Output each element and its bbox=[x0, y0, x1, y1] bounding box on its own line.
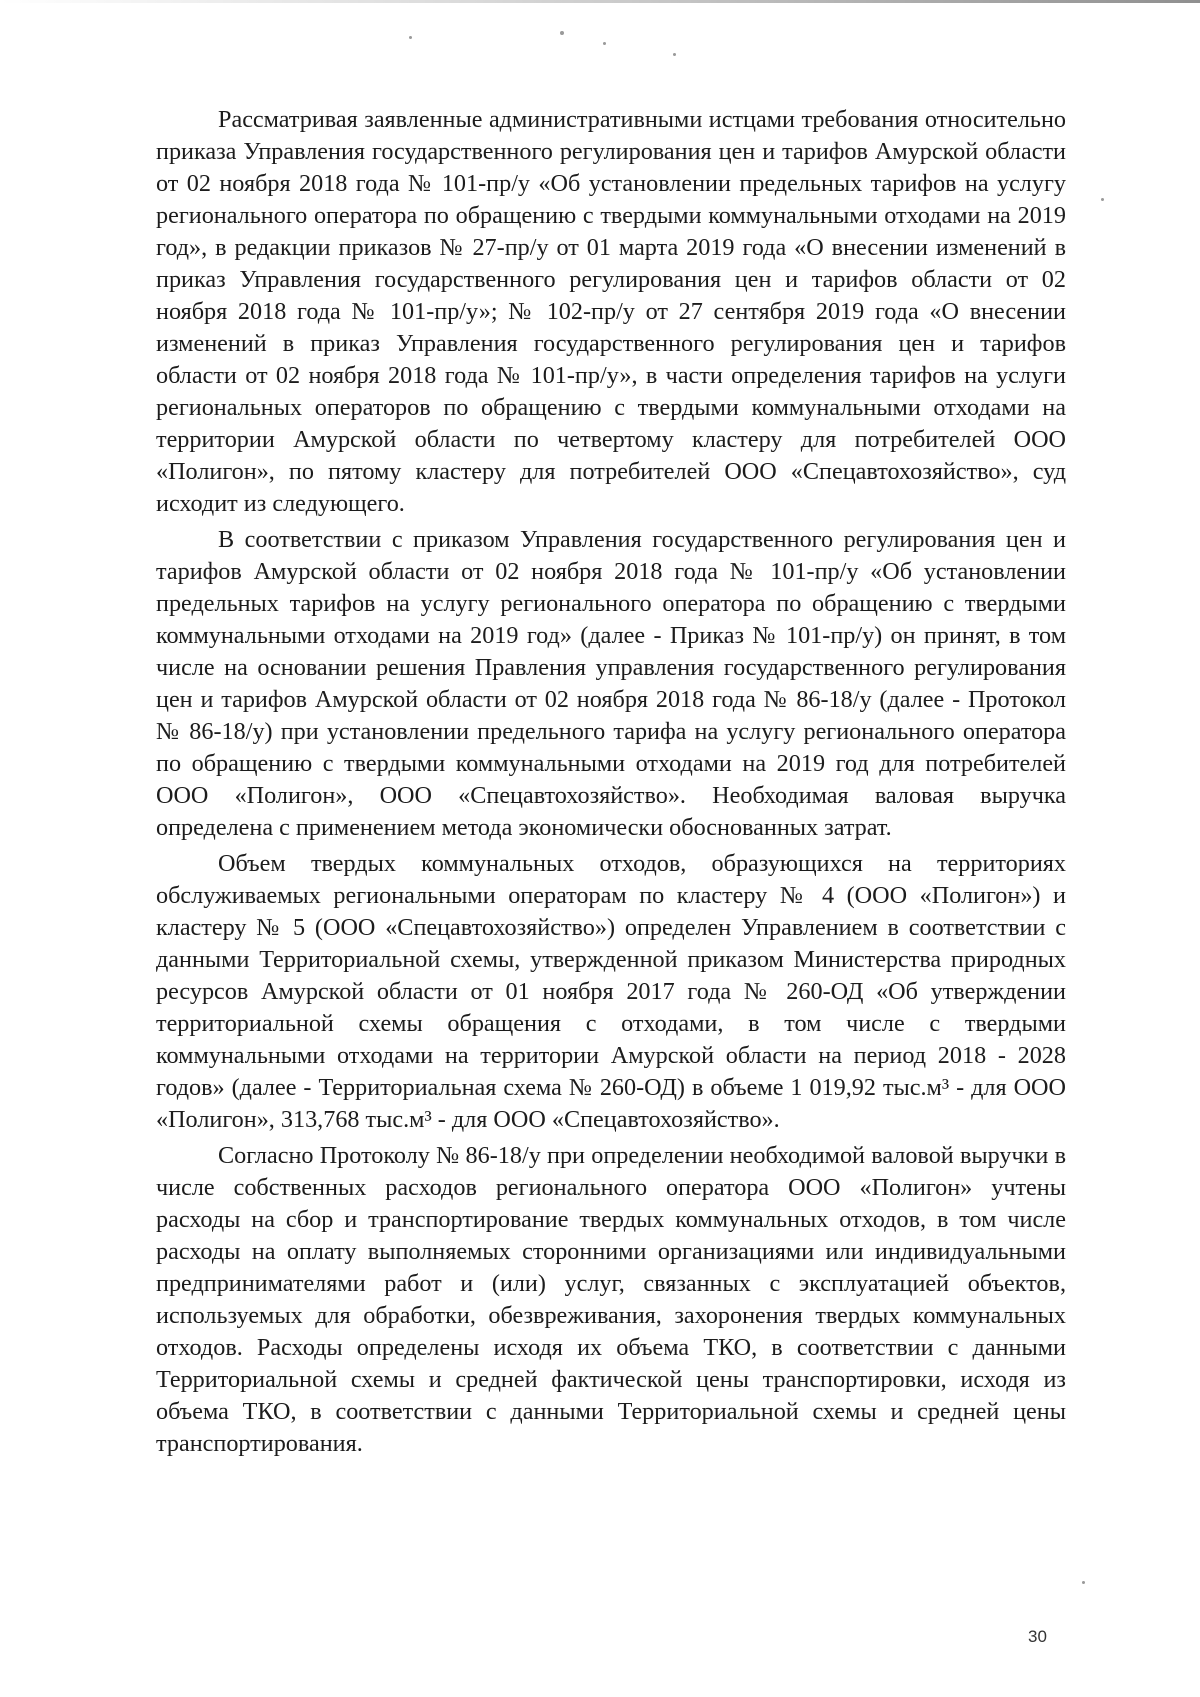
scan-noise-dot bbox=[673, 53, 676, 56]
page-number: 30 bbox=[1028, 1627, 1047, 1646]
scan-noise-dot bbox=[603, 42, 606, 45]
scan-top-edge bbox=[0, 0, 1200, 3]
paragraph-3: Объем твердых коммунальных отходов, образующихся на территориях обслуживаемых региональными операторам по кластеру № 4 (ООО «Полигон») и кластеру № 5 (ООО «Спецавтохозяйство») определен Управлением в соответствии с данными Территориальной схемы, утвержденной приказом Министерства природных ресурсов Амурской области от 01 ноября 2017 года № 260-ОД «Об утверждении территориальной схемы обращения с отходами, в том числе с твердыми коммунальными отходами на территории Амурской области на период 2018 - 2028 годов» (далее - Территориальная схема № 260-ОД) в объеме 1 019,92 тыс.м³ - для ООО «Полигон», 313,768 тыс.м³ - для ООО «Спецавтохозяйство». bbox=[156, 850, 1066, 1133]
paragraph-4: Согласно Протоколу № 86-18/у при определении необходимой валовой выручки в числе собственных расходов регионального оператора ООО «Полигон» учтены расходы на сбор и транспортирование твердых коммунальных отходов, в том числе расходы на оплату выполняемых сторонними организациями или индивидуальными предпринимателями работ и (или) услуг, связанных с эксплуатацией объектов, используемых для обработки, обезвреживания, захоронения твердых коммунальных отходов. Расходы определены исходя их объема ТКО, в соответствии с данными Территориальной схемы и средней фактической цены транспортировки, исходя из объема ТКО, в соответствии с данными Территориальной схемы и средней цены транспортирования. bbox=[156, 1142, 1066, 1457]
scan-noise-dot bbox=[409, 36, 412, 39]
scan-noise-dot bbox=[560, 31, 564, 35]
scan-noise-dot bbox=[1082, 1581, 1085, 1584]
paragraph-1: Рассматривая заявленные административными истцами требования относительно приказа Управления государственного регулирования цен и тарифов Амурской области от 02 ноября 2018 года № 101-пр/у «Об установлении предельных тарифов на услугу регионального оператора по обращению с твердыми коммунальными отходами на 2019 год», в редакции приказов № 27-пр/у от 01 марта 2019 года «О внесении изменений в приказ Управления государственного регулирования цен и тарифов области от 02 ноября 2018 года № 101-пр/у»; № 102-пр/у от 27 сентября 2019 года «О внесении изменений в приказ Управления государственного регулирования цен и тарифов области от 02 ноября 2018 года № 101-пр/у», в части определения тарифов на услуги региональных операторов по обращению с твердыми коммунальными отходами на территории Амурской области по четвертому кластеру для потребителей ООО «Полигон», по пятому кластеру для потребителей ООО «Спецавтохозяйство», суд исходит из следующего. bbox=[156, 106, 1066, 517]
scan-noise-dot bbox=[1101, 198, 1104, 201]
paragraph-2: В соответствии с приказом Управления государственного регулирования цен и тарифов Амурской области от 02 ноября 2018 года № 101-пр/у «Об установлении предельных тарифов на услугу регионального оператора по обращению с твердыми коммунальными отходами на 2019 год» (далее - Приказ № 101-пр/у) он принят, в том числе на основании решения Правления управления государственного регулирования цен и тарифов Амурской области от 02 ноября 2018 года № 86-18/у (далее - Протокол № 86-18/у) при установлении предельного тарифа на услугу регионального оператора по обращению с твердыми коммунальными отходами на 2019 год для потребителей ООО «Полигон», ООО «Спецавтохозяйство». Необходимая валовая выручка определена с применением метода экономически обоснованных затрат. bbox=[156, 526, 1066, 841]
document-body bbox=[156, 104, 1066, 1460]
